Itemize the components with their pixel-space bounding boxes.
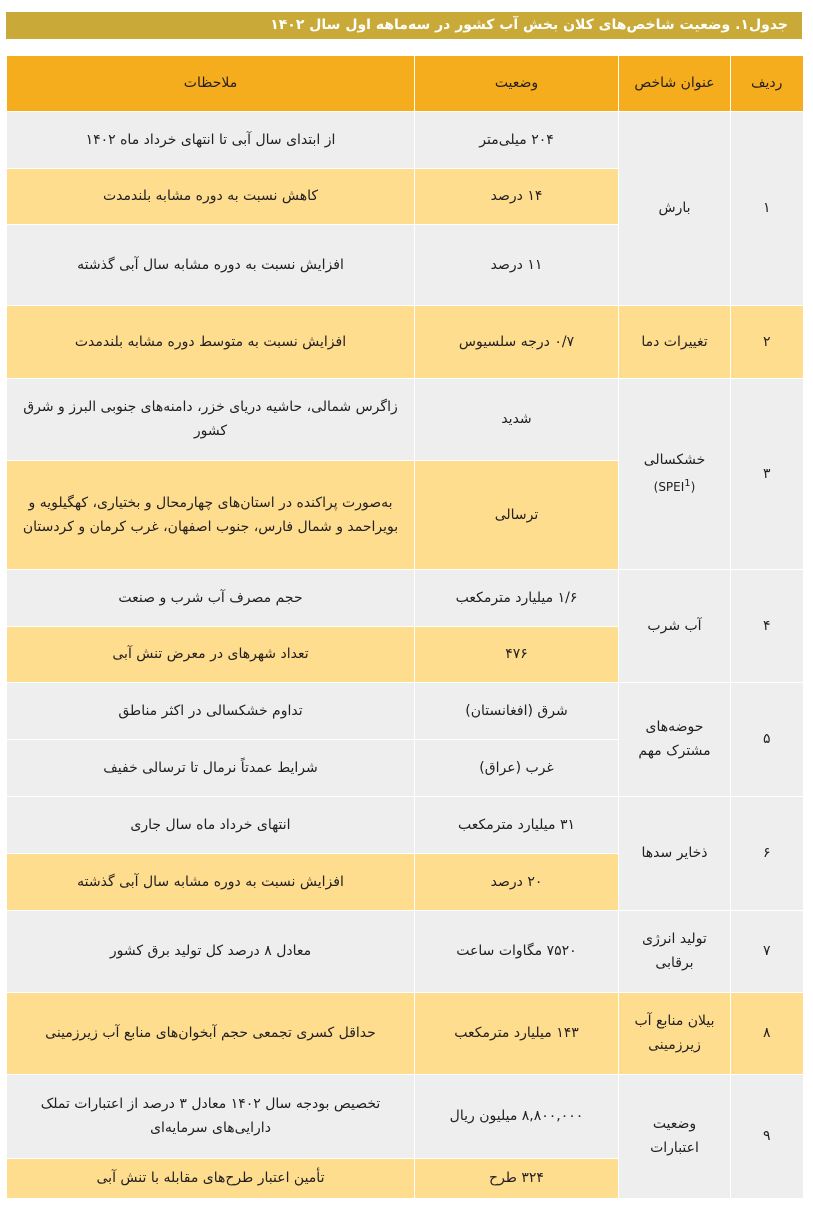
- status-cell: ۱۴ درصد: [415, 168, 619, 224]
- note-cell: افزایش نسبت به دوره مشابه سال آبی گذشته: [7, 853, 415, 910]
- note-cell: شرایط عمدتاً نرمال تا ترسالی خفیف: [7, 739, 415, 796]
- note-cell: معادل ۸ درصد کل تولید برق کشور: [7, 910, 415, 992]
- row-number: ۹: [731, 1074, 803, 1198]
- status-cell: ۱۱ درصد: [415, 224, 619, 305]
- indicator-title: تغییرات دما: [619, 305, 731, 378]
- table-row: [7, 378, 803, 460]
- note-cell: زاگرس شمالی، حاشیه دریای خزر، دامنه‌های جنوبی البرز و شرق کشور: [7, 378, 415, 460]
- status-cell: ۸,۸۰۰,۰۰۰ میلیون ریال: [415, 1074, 619, 1158]
- table-row: [7, 111, 803, 168]
- row-number: ۱: [731, 111, 803, 305]
- status-cell: ۳۲۴ طرح: [415, 1158, 619, 1198]
- header-row-number: ردیف: [731, 56, 803, 111]
- note-cell: به‌صورت پراکنده در استان‌های چهارمحال و بختیاری، کهگیلویه و بویراحمد و شمال فارس، جنوب اصفهان، غرب کرمان و کردستان: [7, 460, 415, 569]
- note-cell: حجم مصرف آب شرب و صنعت: [7, 569, 415, 626]
- indicator-title: [619, 378, 731, 569]
- row-number: ۵: [731, 682, 803, 796]
- note-cell: انتهای خرداد ماه سال جاری: [7, 796, 415, 853]
- header-notes: ملاحظات: [7, 56, 415, 111]
- indicator-title: آب شرب: [619, 569, 731, 682]
- table-row: [7, 569, 803, 626]
- indicator-title: تولید انرژی برقابی: [619, 910, 731, 992]
- note-cell: از ابتدای سال آبی تا انتهای خرداد ماه ۱۴۰۲: [7, 111, 415, 168]
- row-number: ۴: [731, 569, 803, 682]
- status-cell: ۱/۶ میلیارد مترمکعب: [415, 569, 619, 626]
- table-row: [7, 1074, 803, 1158]
- status-cell: ۳۱ میلیارد مترمکعب: [415, 796, 619, 853]
- status-cell: ۰/۷ درجه سلسیوس: [415, 305, 619, 378]
- note-cell: تعداد شهرهای در معرض تنش آبی: [7, 626, 415, 682]
- table-caption: جدول۱. وضعیت شاخص‌های کلان بخش آب کشور در سه‌ماهه اول سال ۱۴۰۲: [6, 12, 802, 39]
- table-row: [7, 682, 803, 739]
- status-cell: غرب (عراق): [415, 739, 619, 796]
- status-cell: ۲۰ درصد: [415, 853, 619, 910]
- table-row: [7, 910, 803, 992]
- table-row: [7, 992, 803, 1074]
- status-cell: ۴۷۶: [415, 626, 619, 682]
- row-number: ۶: [731, 796, 803, 910]
- note-cell: حداقل کسری تجمعی حجم آبخوان‌های منابع آب زیرزمینی: [7, 992, 415, 1074]
- note-cell: تأمین اعتبار طرح‌های مقابله با تنش آبی: [7, 1158, 415, 1198]
- status-cell: شدید: [415, 378, 619, 460]
- row-number: ۳: [731, 378, 803, 569]
- row-number: ۸: [731, 992, 803, 1074]
- note-cell: کاهش نسبت به دوره مشابه بلندمدت: [7, 168, 415, 224]
- indicator-title: بارش: [619, 111, 731, 305]
- indicator-title-main: خشکسالی: [643, 452, 706, 468]
- note-cell: افزایش نسبت به متوسط دوره مشابه بلندمدت: [7, 305, 415, 378]
- status-cell: ۲۰۴ میلی‌متر: [415, 111, 619, 168]
- indicator-title: وضعیت اعتبارات: [619, 1074, 731, 1198]
- status-cell: ۱۴۳ میلیارد مترمکعب: [415, 992, 619, 1074]
- note-cell: تخصیص بودجه سال ۱۴۰۲ معادل ۳ درصد از اعتبارات تملک دارایی‌های سرمایه‌ای: [7, 1074, 415, 1158]
- header-indicator: عنوان شاخص: [619, 56, 731, 111]
- indicator-title: بیلان منابع آب زیرزمینی: [619, 992, 731, 1074]
- header-status: وضعیت: [415, 56, 619, 111]
- note-cell: افزایش نسبت به دوره مشابه سال آبی گذشته: [7, 224, 415, 305]
- row-number: ۲: [731, 305, 803, 378]
- indicator-title: حوضه‌های مشترک مهم: [619, 682, 731, 796]
- header-row: [7, 56, 803, 111]
- indicator-title: ذخایر سدها: [619, 796, 731, 910]
- table-row: [7, 796, 803, 853]
- table-row: [7, 305, 803, 378]
- status-cell: ۷۵۲۰ مگاوات ساعت: [415, 910, 619, 992]
- status-cell: ترسالی: [415, 460, 619, 569]
- water-indicators-table: [6, 56, 803, 1199]
- indicator-title-sub: (SPEI$^1$): [653, 478, 696, 494]
- status-cell: شرق (افغانستان): [415, 682, 619, 739]
- note-cell: تداوم خشکسالی در اکثر مناطق: [7, 682, 415, 739]
- row-number: ۷: [731, 910, 803, 992]
